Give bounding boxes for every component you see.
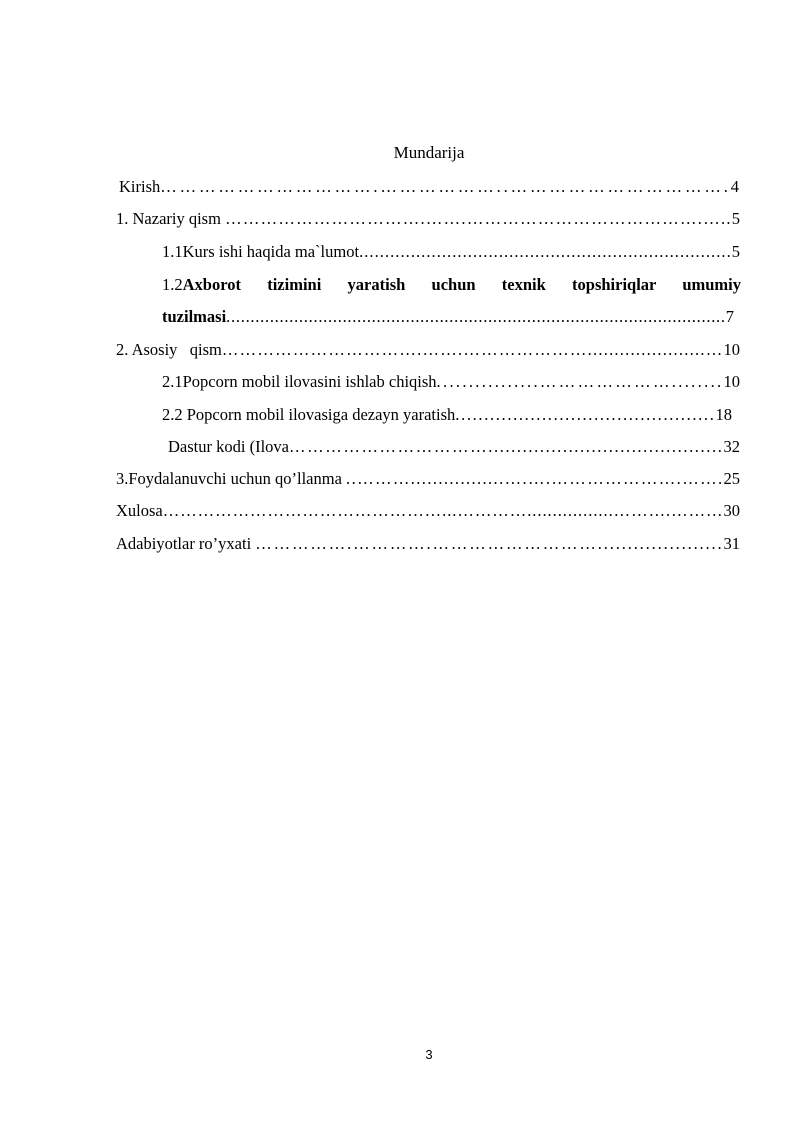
- toc-page-number: 25: [723, 469, 740, 488]
- toc-leader: .............................................: [455, 405, 716, 424]
- toc-label: Dastur kodi (Ilova: [168, 437, 289, 456]
- toc-entry-popcorn-dizayn[interactable]: [162, 405, 733, 425]
- toc-page-number: 31: [723, 534, 740, 553]
- page-number: 3: [425, 1047, 433, 1062]
- toc-label: 2. Asosiy qism: [116, 340, 222, 359]
- toc-leader: …………….………….……………………….....................: [255, 534, 724, 553]
- toc-page-number: 5: [731, 242, 740, 261]
- toc-entry-axborot-line1[interactable]: [162, 275, 741, 295]
- toc-entry-nazariy-qism[interactable]: [116, 209, 741, 229]
- toc-entry-adabiyotlar[interactable]: [116, 534, 741, 554]
- toc-page-number: 4: [730, 177, 739, 196]
- toc-leader: …………………………….…….…………………......................…: [221, 340, 724, 359]
- toc-label-bold: tuzilmasi: [162, 307, 227, 326]
- toc-entry-kirish[interactable]: [119, 177, 740, 197]
- toc-label: 2.1Popcorn mobil ilovasini ishlab chiqish: [162, 372, 437, 391]
- page-title: Mundarija: [393, 143, 465, 162]
- toc-entry-dastur-kodi[interactable]: [168, 437, 741, 457]
- toc-page-number: 32: [723, 437, 740, 456]
- toc-entry-axborot-line2[interactable]: [162, 307, 735, 327]
- toc-leader: ........................................................................: [359, 242, 732, 261]
- toc-entry-asosiy-qism[interactable]: [116, 340, 741, 360]
- toc-leader: ..……….................….….………………….…….: [346, 469, 724, 488]
- toc-entry-kurs-ishi[interactable]: [162, 242, 741, 262]
- toc-leader: …………………………….…….………………………………….…..: [225, 209, 732, 228]
- toc-label: 2.2 Popcorn mobil ilovasiga dezayn yaratish: [162, 405, 456, 424]
- toc-page-number: 10: [723, 372, 740, 391]
- toc-page-number: 7: [725, 307, 734, 326]
- toc-leader: ................…………………........: [436, 372, 724, 391]
- toc-leader: .......................................................................................................: [226, 307, 726, 326]
- toc-leader: …………………………………………...………….................……….………: [162, 501, 724, 520]
- toc-label: 1.1Kurs ishi haqida ma`lumot: [162, 242, 360, 261]
- toc-entry-foydalanuvchi[interactable]: [116, 469, 741, 489]
- toc-page-number: 5: [731, 209, 740, 228]
- toc-label: Kirish: [119, 177, 161, 196]
- toc-label: Adabiyotlar ro’yxati: [116, 534, 256, 553]
- toc-entry-popcorn-ishlab[interactable]: [162, 372, 741, 392]
- toc-page-number: 10: [723, 340, 740, 359]
- toc-label: 3.Foydalanuvchi uchun qo’llanma: [116, 469, 347, 488]
- toc-label-bold: Axborot tizimini yaratish uchun texnik topshiriqlar umumiy: [182, 275, 741, 294]
- toc-page-number: 18: [715, 405, 732, 424]
- toc-page-number: 30: [723, 501, 740, 520]
- toc-leader: …………………………….………………..…………………………….: [160, 177, 731, 196]
- toc-entry-xulosa[interactable]: [116, 501, 741, 521]
- toc-label: 1. Nazariy qism: [116, 209, 226, 228]
- toc-label: Xulosa: [116, 501, 163, 520]
- toc-leader: …………………………….........................................: [288, 437, 724, 456]
- toc-prefix: 1.2: [162, 275, 183, 294]
